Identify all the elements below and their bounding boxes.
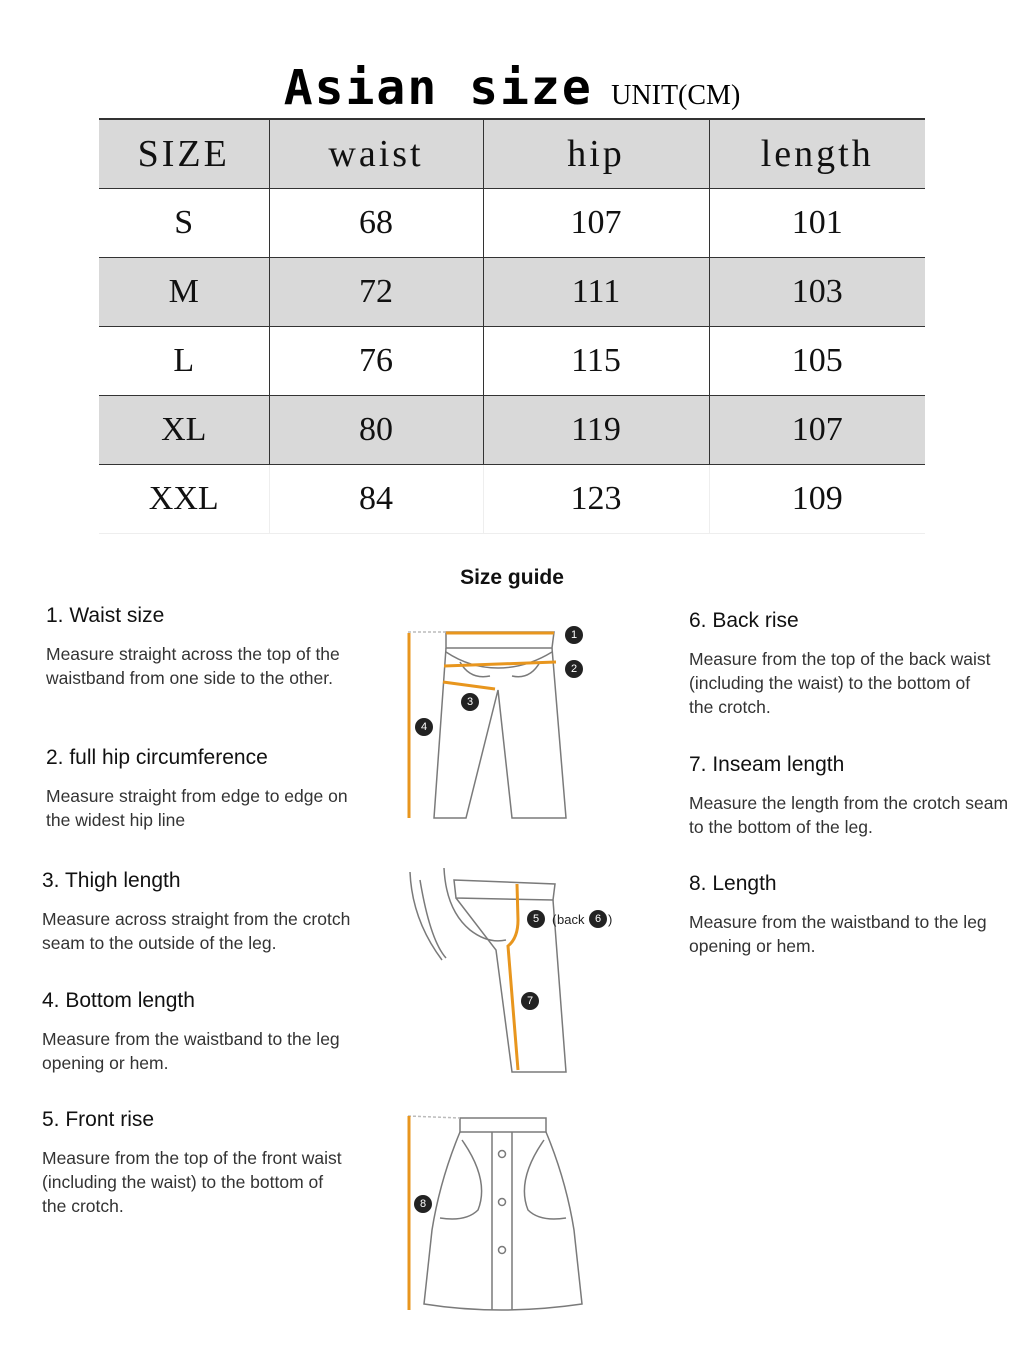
- svg-text:6: 6: [594, 913, 602, 925]
- cell-hip: 107: [483, 189, 709, 258]
- back-paren-open: (: [552, 912, 557, 927]
- marker-5: [527, 910, 545, 928]
- skirt-illustration: [408, 1116, 582, 1310]
- cell-length: 109: [709, 465, 925, 534]
- cell-hip: 119: [483, 396, 709, 465]
- cell-hip: 123: [483, 465, 709, 534]
- column-header-length: length: [709, 119, 925, 189]
- svg-text:2: 2: [570, 663, 578, 675]
- guide-item-text: Measure straight from edge to edge on the widest hip line: [46, 786, 348, 830]
- guide-item-heading: 4. Bottom length: [42, 989, 195, 1012]
- cell-length: 103: [709, 258, 925, 327]
- svg-text:8: 8: [419, 1198, 427, 1210]
- cell-hip: 115: [483, 327, 709, 396]
- column-header-waist: waist: [269, 119, 483, 189]
- cell-waist: 84: [269, 465, 483, 534]
- svg-text:5: 5: [532, 913, 540, 925]
- cell-size: XL: [99, 396, 269, 465]
- guide-item-heading: 2. full hip circumference: [46, 746, 268, 769]
- guide-item-heading: 5. Front rise: [42, 1108, 155, 1131]
- marker-8: [414, 1195, 432, 1213]
- pants-side-illustration: [410, 868, 566, 1072]
- marker-6: [589, 910, 607, 928]
- guide-item-heading: 8. Length: [689, 872, 777, 895]
- column-header-hip: hip: [483, 119, 709, 189]
- back-label: back: [557, 912, 585, 927]
- cell-waist: 72: [269, 258, 483, 327]
- cell-waist: 76: [269, 327, 483, 396]
- guide-item-text: Measure from the waistband to the leg opening or hem.: [689, 912, 987, 956]
- back-paren-close: ): [608, 912, 613, 927]
- marker-4: [415, 718, 433, 736]
- guide-item-heading: 7. Inseam length: [689, 753, 845, 776]
- svg-text:3: 3: [466, 696, 474, 708]
- cell-length: 105: [709, 327, 925, 396]
- guide-item-text: Measure the length from the crotch seam to the bottom of the leg.: [689, 793, 1009, 837]
- guide-item-text: Measure across straight from the crotch seam to the outside of the leg.: [42, 909, 351, 953]
- marker-2: [565, 660, 583, 678]
- cell-length: 107: [709, 396, 925, 465]
- guide-item-text: Measure from the top of the back waist (including the waist) to the bottom of the crotch.: [689, 649, 991, 717]
- guide-item-heading: 3. Thigh length: [42, 869, 181, 892]
- pants-side-measure-lines: [508, 884, 518, 1070]
- column-header-size: SIZE: [99, 119, 269, 189]
- svg-text:1: 1: [570, 629, 578, 641]
- marker-3: [461, 693, 479, 711]
- cell-size: L: [99, 327, 269, 396]
- cell-size: S: [99, 189, 269, 258]
- page-title: Asian size: [283, 60, 593, 116]
- guide-item-text: Measure from the waistband to the leg opening or hem.: [42, 1029, 340, 1073]
- cell-length: 101: [709, 189, 925, 258]
- cell-size: XXL: [99, 465, 269, 534]
- size-guide-title: Size guide: [460, 566, 564, 589]
- marker-7: [521, 992, 539, 1010]
- guide-item-heading: 6. Back rise: [689, 609, 799, 632]
- guide-item-text: Measure from the top of the front waist (including the waist) to the bottom of the crotch.: [42, 1148, 342, 1216]
- cell-hip: 111: [483, 258, 709, 327]
- guide-item-heading: 1. Waist size: [46, 604, 165, 627]
- svg-text:7: 7: [526, 995, 534, 1007]
- cell-waist: 68: [269, 189, 483, 258]
- cell-waist: 80: [269, 396, 483, 465]
- cell-size: M: [99, 258, 269, 327]
- marker-1: [565, 626, 583, 644]
- svg-text:4: 4: [420, 721, 428, 733]
- unit-label: UNIT(CM): [611, 80, 741, 111]
- guide-item-text: Measure straight across the top of the waistband from one side to the other.: [46, 644, 340, 688]
